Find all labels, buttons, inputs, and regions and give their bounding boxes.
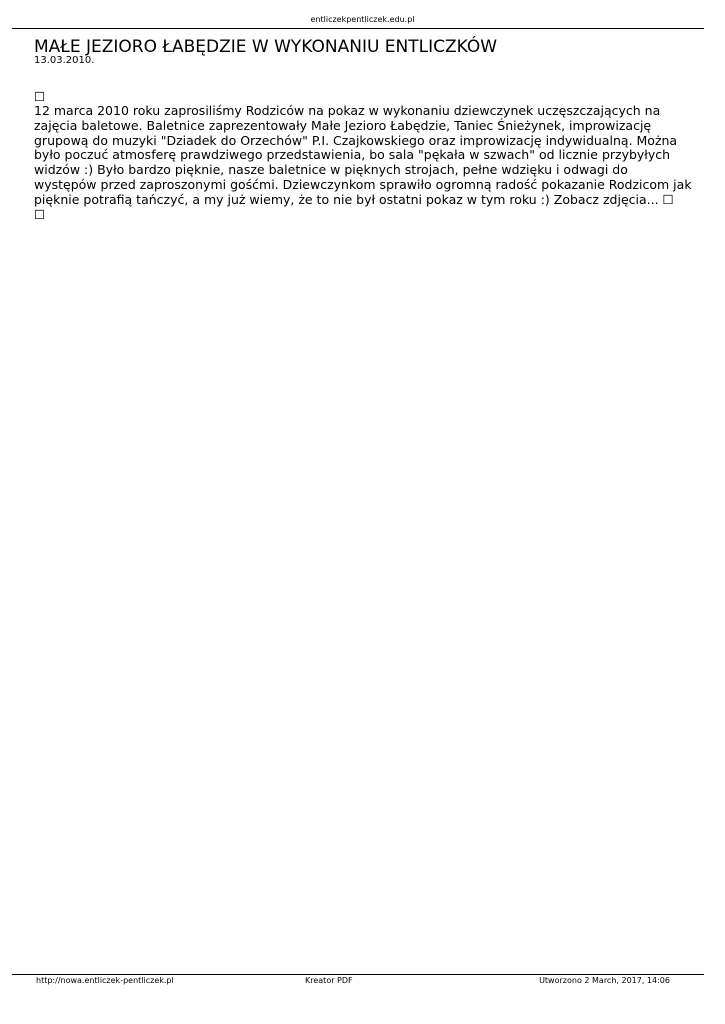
article-date: 13.03.2010. bbox=[34, 55, 95, 66]
footer-creator: Kreator PDF bbox=[305, 976, 353, 985]
footer-created-date: Utworzono 2 March, 2017, 14:06 bbox=[539, 976, 670, 985]
article-body: 12 marca 2010 roku zaprosiliśmy Rodziców na pokaz w wykonaniu dziewczynek uczęszczających na zajęcia baletowe. Baletnice zaprezentowały Małe Jezioro Łabędzie, Taniec Śnieżynek, improwizację grupową do muzyki "Dziadek do Orzechów" P.I. Czajkowskiego oraz improwizację indywidualną. Można było poczuć atmosferę prawdziwego przedstawienia, bo sala "pękała w szwach" od licznie przybyłych widzów :) Było bardzo pięknie, nasze baletnice w pięknych strojach, pełne wdzięku i odwagi do występów przed zaproszonymi gośćmi. Dziewczynkom sprawiło ogromną radość pokazanie Rodzicom jak pięknie potrafią tańczyć, a my już wiemy, że to nie był ostatni pokaz w tym roku :) Zobacz zdjęcia... ☐ bbox=[34, 103, 692, 207]
missing-image-icon: ☐ bbox=[34, 207, 46, 222]
footer-divider bbox=[12, 974, 704, 975]
article-title: MAŁE JEZIORO ŁABĘDZIE W WYKONANIU ENTLICZKÓW bbox=[34, 37, 498, 57]
site-header: entliczekpentliczek.edu.pl bbox=[310, 15, 415, 24]
footer-url: http://nowa.entliczek-pentliczek.pl bbox=[36, 976, 174, 985]
header-divider bbox=[12, 28, 704, 29]
missing-image-icon: ☐ bbox=[34, 89, 46, 104]
